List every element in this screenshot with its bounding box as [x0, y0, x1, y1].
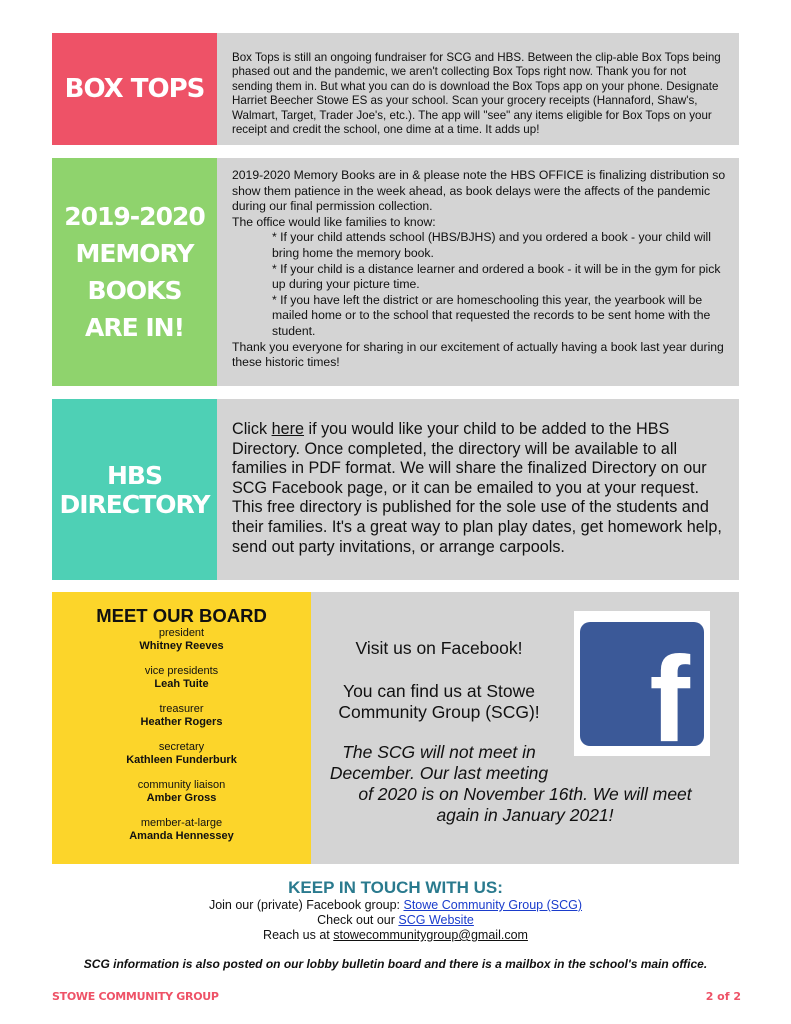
memory-books-office: The office would like families to know: [232, 214, 436, 229]
facebook-group-link[interactable]: Stowe Community Group (SCG) [403, 898, 583, 912]
box-tops-section [52, 33, 739, 145]
board-role: community liaison [137, 779, 226, 791]
box-tops-heading [52, 33, 217, 145]
facebook-visit-text: Visit us on Facebook! [355, 638, 523, 658]
keep-in-touch-title: KEEP IN TOUCH WITH US: [288, 878, 503, 897]
facebook-find-text: You can find us at Stowe Community Group (SCG)! [338, 681, 540, 722]
board-member-name: Leah Tuite [154, 678, 209, 690]
email-address[interactable]: stowecommunitygroup@gmail.com [333, 928, 528, 942]
meeting-note-line: of 2020 is on November 16th. We will meet [358, 784, 692, 804]
directory-text-post: if you would like your child to be added to the HBS Directory. Once completed, the directory will be available to all families in PDF format. We will share the finalized Directory on our SCG Facebook page, or it can be emailed to you at your request. This free directory is published for the sole use of the students and their families. It's a great way to plan play dates, get homework help, send out party invitations, or arrange carpools. [232, 420, 722, 556]
facebook-logo-icon[interactable] [574, 611, 710, 756]
directory-heading-text: HBS DIRECTORY [59, 460, 210, 519]
board-role: president [158, 627, 205, 639]
board-role: secretary [158, 741, 205, 753]
meeting-note-line: The SCG will not meet in [342, 742, 536, 762]
email-prefix: Reach us at [263, 928, 334, 942]
memory-books-heading-line: ARE IN! [84, 313, 184, 342]
memory-books-bullet: * If you have left the district or are homeschooling this year, the yearbook will be mailed home or to the school that requested the records to be sent home with the student. [272, 292, 711, 338]
board-role: vice presidents [144, 665, 219, 677]
board-panel [52, 592, 311, 864]
memory-books-text [217, 158, 739, 386]
memory-books-bullet: * If your child is a distance learner and ordered a book - it will be in the gym for pick up during your picture time. [272, 261, 721, 292]
board-role: member-at-large [140, 817, 223, 829]
lobby-note: SCG information is also posted on our lobby bulletin board and there is a mailbox in the school's main office. [83, 957, 708, 971]
memory-books-intro: 2019-2020 Memory Books are in & please note the HBS OFFICE is finalizing distribution so show them patience in the week ahead, as book delays were the affects of the pandemic during our final permission collection. [232, 168, 726, 214]
board-role: treasurer [159, 703, 204, 715]
website-line [0, 913, 791, 928]
meeting-note-line: December. Our last meeting [329, 763, 549, 783]
meeting-note-line: again in January 2021! [436, 805, 614, 825]
directory-here-link[interactable]: here [271, 420, 304, 438]
directory-heading [52, 399, 217, 580]
facebook-panel [311, 592, 739, 864]
board-member-name: Amanda Hennessey [129, 830, 234, 842]
directory-text-pre: Click [232, 420, 272, 438]
facebook-group-line [0, 898, 791, 913]
footer-page-number: 2 of 2 [705, 990, 741, 1003]
board-member-name: Amber Gross [146, 792, 217, 804]
box-tops-text: Box Tops is still an ongoing fundraiser for SCG and HBS. Between the clip-able Box Tops being phased out and the pandemic, we aren't collecting Box Tops right now. Thank you for not sending them in. But what you can do is download the Box Tops app on your phone. Designate Harriet Beecher Stowe ES as your school. Scan your grocery receipts (Hannaford, Shaw's, Walmart, Target, Trader Joe's, etc.). The app will "see" any items eligible for Box Tops on your receipt and credit the school, one dime at a time. It adds up! [217, 33, 739, 145]
memory-books-bullet: * If your child attends school (HBS/BJHS) and you ordered a book - your child will bring home the memory book. [272, 230, 711, 260]
board-member-name: Kathleen Funderburk [126, 754, 237, 766]
directory-section [52, 399, 739, 580]
box-tops-heading-text: BOX TOPS [64, 74, 205, 104]
facebook-logo-square [580, 622, 704, 746]
website-prefix: Check out our [317, 913, 399, 927]
board-facebook-section [52, 592, 739, 864]
email-line [0, 928, 791, 943]
facebook-logo-letter: f [649, 630, 690, 746]
board-title: MEET OUR BOARD [96, 605, 267, 626]
board-member-name: Heather Rogers [140, 716, 223, 728]
directory-text [217, 399, 739, 580]
website-link[interactable]: SCG Website [398, 913, 474, 927]
memory-books-thanks: Thank you everyone for sharing in our excitement of actually having a book last year during these historic times! [232, 339, 724, 370]
memory-books-heading-line: 2019-2020 [64, 202, 205, 231]
keep-in-touch [0, 878, 791, 943]
footer-org-name: STOWE COMMUNITY GROUP [52, 990, 219, 1003]
memory-books-heading [52, 158, 217, 386]
memory-books-heading-line: MEMORY BOOKS [75, 239, 194, 305]
board-member-name: Whitney Reeves [139, 640, 224, 652]
facebook-group-prefix: Join our (private) Facebook group: [208, 898, 404, 912]
memory-books-section [52, 158, 739, 386]
